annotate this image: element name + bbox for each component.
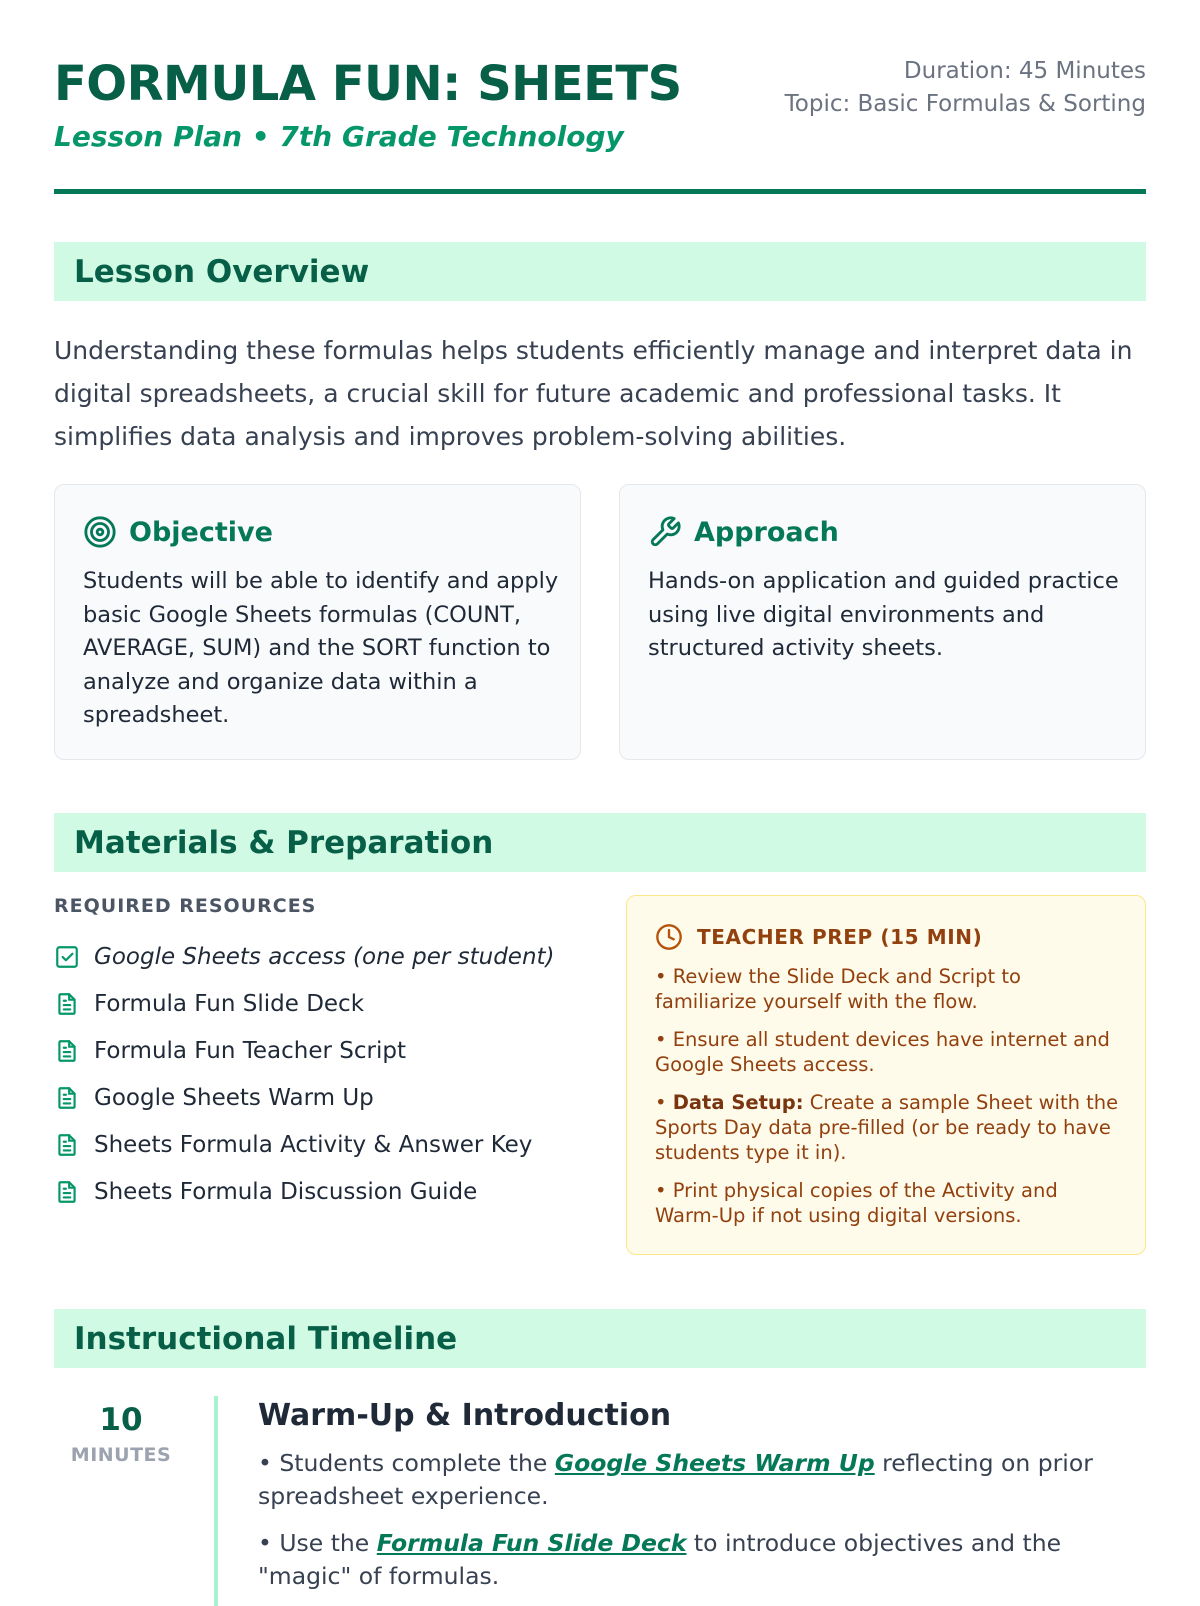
warm-up-link[interactable]: Google Sheets Warm Up (554, 1449, 875, 1477)
teacher-prep-title: TEACHER PREP (15 MIN) (697, 925, 983, 949)
timeline-item-text: • Use the (258, 1529, 377, 1557)
timeline-item-text: • Students complete the (258, 1449, 555, 1477)
approach-card (619, 484, 1146, 760)
document-icon (54, 1085, 80, 1111)
approach-header (648, 515, 839, 549)
timeline-body (258, 1396, 1138, 1593)
section-banner-materials (54, 813, 1146, 872)
objective-title: Objective (129, 516, 273, 548)
resource-item (54, 1074, 594, 1121)
resource-item (54, 1121, 594, 1168)
resource-label: Sheets Formula Activity & Answer Key (94, 1131, 533, 1158)
document-icon (54, 1179, 80, 1205)
document-icon (54, 1132, 80, 1158)
teacher-prep-box (626, 895, 1146, 1255)
document-icon (54, 1038, 80, 1064)
resource-label: Google Sheets access (one per student) (94, 943, 555, 970)
document-icon (54, 991, 80, 1017)
timeline-item-text: to introduce objectives and the "magic" of formulas. (258, 1529, 1062, 1590)
prep-item-text: Review the Slide Deck and Script to familiarize yourself with the flow. (655, 965, 1021, 1013)
resource-item (54, 933, 594, 980)
lesson-meta (785, 55, 1146, 121)
resources-list (54, 933, 594, 1215)
resource-item (54, 980, 594, 1027)
timeline-step (54, 1396, 1146, 1600)
objective-card (54, 484, 581, 760)
wrench-icon (648, 515, 682, 549)
resource-label: Sheets Formula Discussion Guide (94, 1178, 478, 1205)
resource-label: Formula Fun Slide Deck (94, 990, 365, 1017)
timeline-title: Warm-Up & Introduction (258, 1398, 672, 1433)
section-heading: Materials & Preparation (74, 825, 494, 861)
prep-item-text: Print physical copies of the Activity and Warm-Up if not using digital versions. (655, 1179, 1058, 1227)
timeline-unit: MINUTES (70, 1444, 172, 1466)
resource-label: Google Sheets Warm Up (94, 1084, 374, 1111)
header (54, 0, 1146, 194)
clock-icon (655, 923, 683, 951)
timeline-item-text: reflecting on prior spreadsheet experience. (258, 1449, 1093, 1510)
objective-text: Students will be able to identify and apply basic Google Sheets formulas (COUNT, AVERAGE, SUM) and the SORT function to analyze and organize data within a spreadsheet. (83, 568, 559, 728)
timeline-minutes: 10 (99, 1402, 143, 1438)
checkbox-icon (54, 944, 80, 970)
section-heading: Lesson Overview (74, 254, 370, 290)
resources-label: REQUIRED RESOURCES (54, 895, 317, 917)
timeline-item (258, 1447, 1138, 1513)
resource-item (54, 1027, 594, 1074)
approach-text: Hands-on application and guided practice using live digital environments and structured activity sheets. (648, 568, 1119, 661)
slide-deck-link[interactable]: Formula Fun Slide Deck (376, 1529, 687, 1557)
objective-header (83, 515, 273, 549)
section-banner-timeline (54, 1309, 1146, 1368)
teacher-prep-list (655, 964, 1125, 1241)
prep-item-bold: Data Setup: (672, 1091, 804, 1114)
teacher-prep-header (655, 923, 982, 951)
topic-text: Topic: Basic Formulas & Sorting (784, 91, 1146, 117)
prep-item: • Ensure all student devices have internet and Google Sheets access. (655, 1028, 1110, 1076)
approach-title: Approach (694, 516, 839, 548)
overview-text: Understanding these formulas helps students efficiently manage and interpret data in digital spreadsheets, a crucial skill for future academic and professional tasks. It simplifies data analysis and improves problem-solving abilities. (54, 336, 1133, 451)
timeline-item (258, 1527, 1138, 1593)
prep-item-text: Create a sample Sheet with the Sports Day data pre-filled (or be ready to have students type it in). (655, 1091, 1119, 1164)
page-title: FORMULA FUN: SHEETS (54, 56, 682, 112)
prep-item: • Print physical copies of the Activity and Warm-Up if not using digital versions. (655, 1179, 1058, 1227)
prep-item-text: Ensure all student devices have internet and Google Sheets access. (655, 1028, 1110, 1076)
resource-item (54, 1168, 594, 1215)
target-icon (83, 515, 117, 549)
section-heading: Instructional Timeline (74, 1321, 458, 1357)
prep-item: • Review the Slide Deck and Script to familiarize yourself with the flow. (655, 965, 1021, 1013)
prep-item: • Data Setup: Create a sample Sheet with the Sports Day data pre-filled (or be ready to have students type it in). (655, 1091, 1119, 1164)
page-subtitle: Lesson Plan • 7th Grade Technology (54, 120, 624, 153)
timeline-line (214, 1396, 218, 1606)
resource-label: Formula Fun Teacher Script (94, 1037, 406, 1064)
section-banner-overview (54, 242, 1146, 301)
duration-text: Duration: 45 Minutes (903, 58, 1146, 84)
